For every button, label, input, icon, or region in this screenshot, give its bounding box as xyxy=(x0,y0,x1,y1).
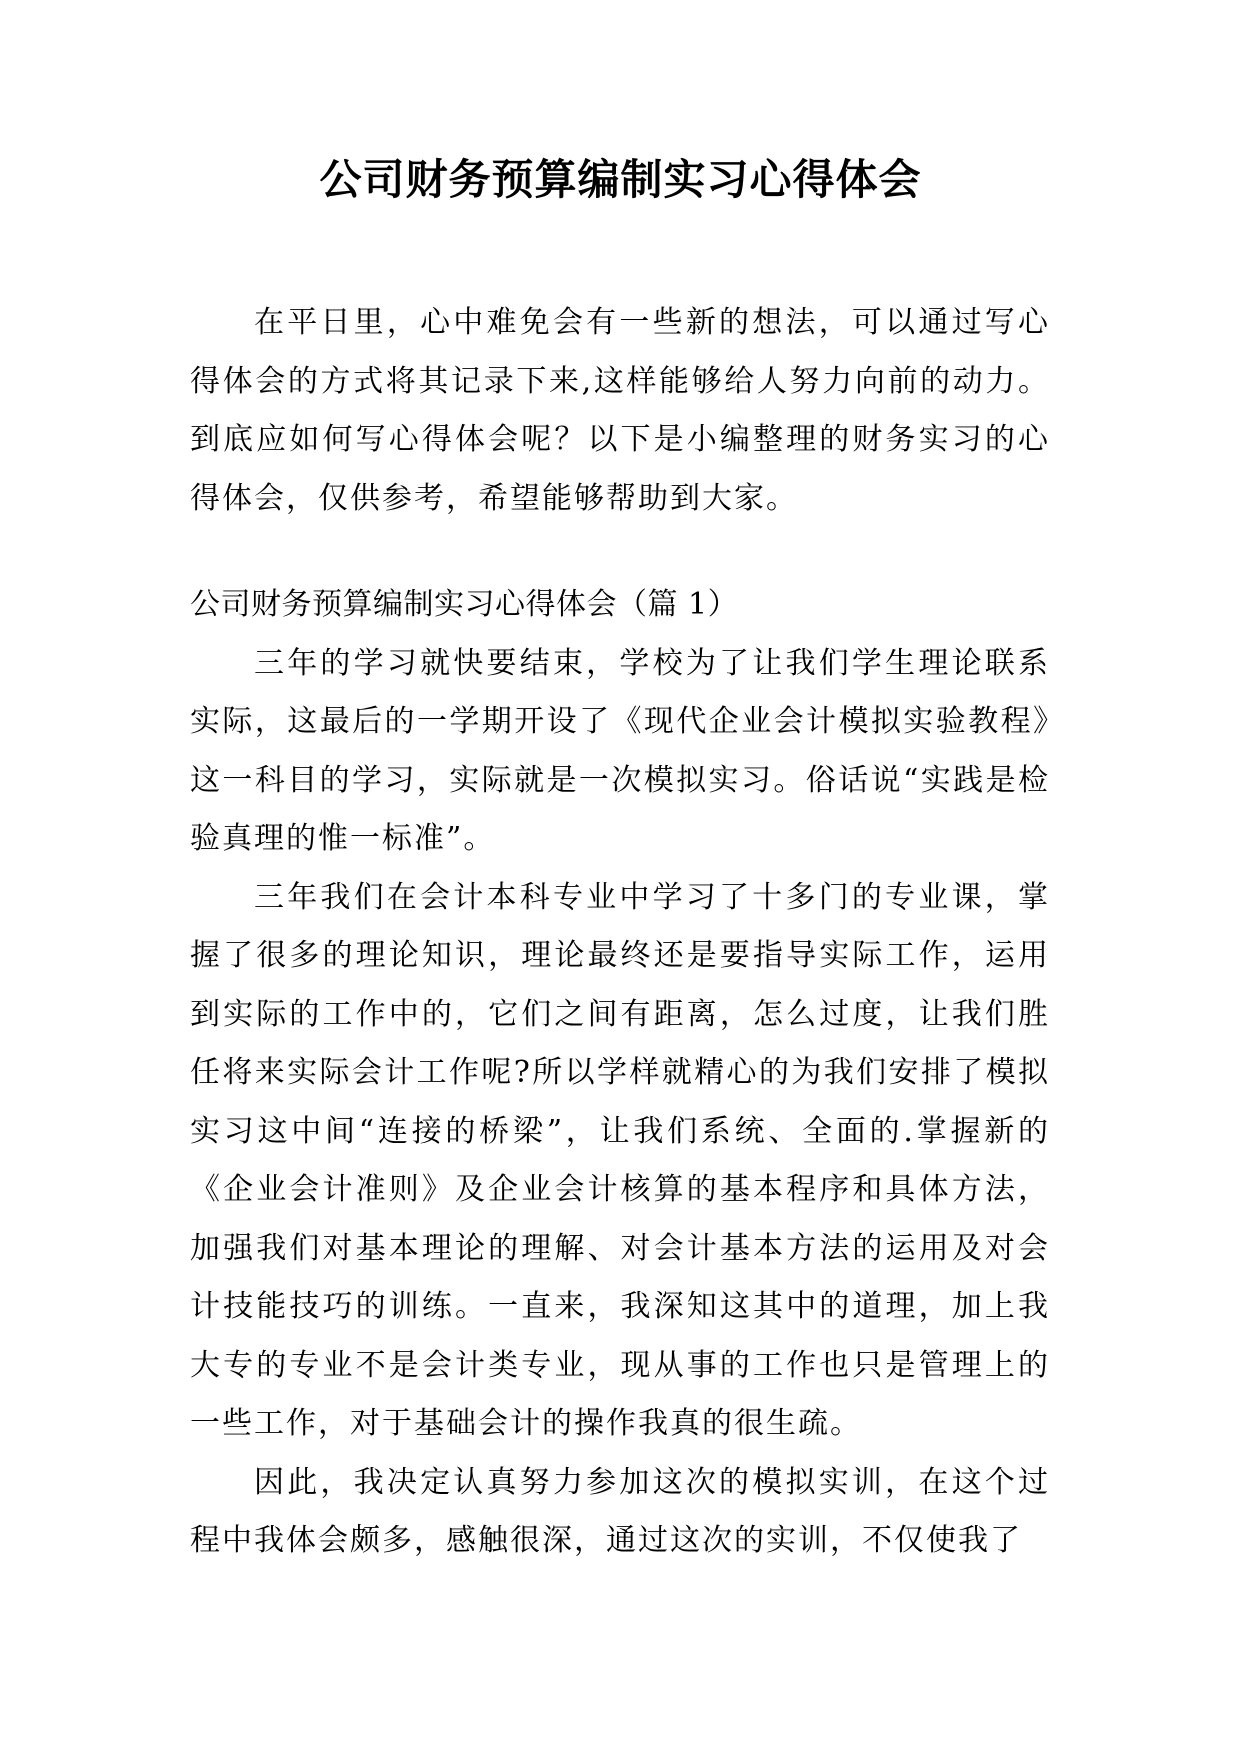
article-block xyxy=(190,576,1050,1571)
body-paragraph-3: 因此，我决定认真努力参加这次的模拟实训，在这个过程中我体会颇多，感触很深，通过这次的实训，不仅使我了 xyxy=(190,1464,1050,1558)
body-paragraph-2: 三年我们在会计本科专业中学习了十多门的专业课，掌握了很多的理论知识，理论最终还是要指导实际工作，运用到实际的工作中的，它们之间有距离，怎么过度，让我们胜任将来实际会计工作呢?所以学样就精心的为我们安排了模拟实习这中间“连接的桥梁”，让我们系统、全面的.掌握新的《企业会计准则》及企业会计核算的基本程序和具体方法，加强我们对基本理论的理解、对会计基本方法的运用及对会计技能技巧的训练。一直来，我深知这其中的道理，加上我大专的专业不是会计类专业，现从事的工作也只是管理上的一些工作，对于基础会计的操作我真的很生疏。 xyxy=(190,879,1050,1441)
section-heading: 公司财务预算编制实习心得体会（篇 1） xyxy=(190,587,739,622)
intro-block xyxy=(190,294,1050,528)
intro-paragraph: 在平日里，心中难免会有一些新的想法，可以通过写心得体会的方式将其记录下来,这样能够给人努力向前的动力。到底应如何写心得体会呢？以下是小编整理的财务实习的心得体会，仅供参考，希望能够帮助到大家。 xyxy=(190,305,1050,516)
document-title: 公司财务预算编制实习心得体会 xyxy=(319,155,922,204)
body-paragraph-1: 三年的学习就快要结束，学校为了让我们学生理论联系实际，这最后的一学期开设了《现代企业会计模拟实验教程》这一科目的学习，实际就是一次模拟实习。俗话说“实践是检验真理的惟一标准”。 xyxy=(190,645,1050,856)
